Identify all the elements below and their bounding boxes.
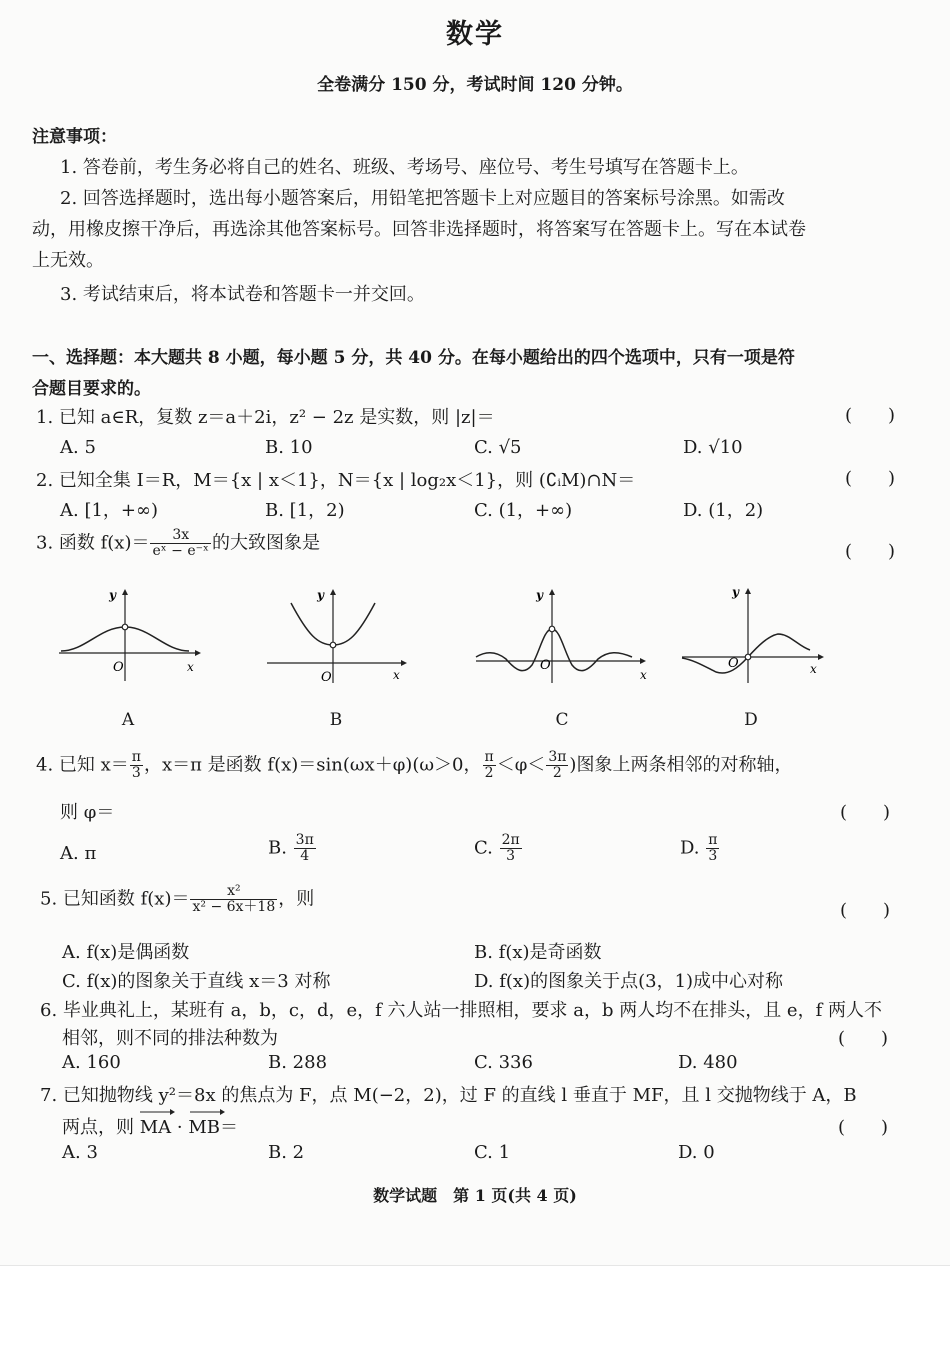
q7-option-c: C. 1 [474,1142,511,1163]
q4-option-d-den: 3 [708,848,718,864]
q5-stem [40,884,314,915]
vector-arrowhead-mb [220,1109,225,1115]
q5-frac-numerator: x² [190,884,277,900]
q5-option-a: A. f(x)是偶函数 [62,942,190,963]
open-point [745,654,751,660]
q2-answer-blank: ( ) [845,468,896,489]
q4-frac-3 [546,750,568,781]
q4-frac-1-den: 3 [131,765,141,781]
q6-stem-line2: 相邻，则不同的排法种数为 [62,1028,278,1049]
q6-stem-line1: 6. 毕业典礼上，某班有 a，b，c，d，e，f 六人站一排照相，要求 a，b 两人均不在排头，且 e，f 两人不 [40,1000,882,1021]
q4-option-a: A. π [60,843,97,864]
q3-stem-prefix: 3. 函数 f(x)＝ [36,532,150,554]
q3-graph-d [678,580,828,685]
q7-option-a: A. 3 [62,1142,98,1163]
q2-option-d: D. (1，2) [683,500,764,521]
q4-option-b-den: 4 [300,848,310,864]
notice-item-1: 1. 答卷前，考生务必将自己的姓名、班级、考场号、座位号、考生号填写在答题卡上。 [60,157,749,178]
exam-subtitle: 全卷满分 150 分，考试时间 120 分钟。 [317,75,633,95]
q4-option-d-frac [706,833,719,864]
q4-option-b-prefix: B. [268,837,293,859]
q6-option-b: B. 288 [268,1052,328,1073]
q4-text-2: ，x＝π 是函数 f(x)＝sin(ωx＋φ) [143,754,413,776]
x-axis-arrow [818,654,824,660]
q5-answer-blank: ( ) [840,900,891,921]
q3-graph-c [472,585,657,685]
q3-answer-blank: ( ) [845,541,896,562]
q4-text-3: (ω＞0， [412,754,482,776]
q4-option-d-prefix: D. [680,837,706,859]
origin-label: O [728,656,739,671]
q4-stem-line2: 则 φ＝ [60,802,115,823]
q3-graph-a [55,585,205,685]
origin-label: O [540,658,551,673]
origin-label: O [321,670,332,685]
q5-frac-denominator: x² − 6x＋18 [192,899,276,915]
q4-answer-blank: ( ) [840,802,891,823]
y-axis-label: y [536,588,543,602]
open-point [549,626,555,632]
q4-option-b-num: 3π [295,832,314,848]
open-point [330,642,336,648]
y-axis-arrow [745,588,751,594]
y-axis-label: y [317,588,324,602]
q4-frac-2-num: π [484,749,494,765]
page-margin-area [0,1265,950,1346]
q4-stem [36,750,792,781]
q3-graph-label-d: D [744,710,758,730]
q4-text-1: 4. 已知 x＝ [36,754,129,776]
x-axis-label: x [393,668,400,682]
q3-stem-suffix: 的大致图象是 [211,532,320,554]
q4-option-b-frac [294,833,316,864]
y-axis-arrow [122,589,128,595]
curve [682,634,810,673]
q7-stem-line2: 两点，则 MA · MB＝ [62,1117,238,1138]
q3-fraction [150,528,210,559]
x-axis-label: x [810,662,817,676]
q7-option-d: D. 0 [678,1142,715,1163]
q4-frac-3-den: 2 [552,765,562,781]
q1-answer-blank: ( ) [845,405,896,426]
notice-item-3: 3. 考试结束后，将本试卷和答题卡一并交回。 [60,284,425,305]
q2-stem: 2. 已知全集 I＝R，M＝{x | x＜1}，N＝{x | log₂x＜1}，则 (∁ᵢM)∩N＝ [36,470,636,491]
q4-option-c [474,833,523,864]
q4-frac-2 [483,750,496,781]
q1-option-a: A. 5 [60,437,96,458]
q4-option-c-frac [500,833,522,864]
q4-option-c-prefix: C. [474,837,499,859]
q6-answer-blank: ( ) [838,1028,889,1049]
q2-option-c: C. (1，+∞) [474,500,573,521]
x-axis-arrow [401,660,407,666]
q3-stem [36,528,320,559]
q6-option-c: C. 336 [474,1052,533,1073]
q4-frac-2-den: 2 [484,765,494,781]
origin-label: O [113,660,124,675]
q4-option-c-den: 3 [506,848,516,864]
q4-option-d-num: π [708,832,718,848]
notice-item-2-cont: 动，用橡皮擦干净后，再选涂其他答案标号。回答非选择题时，将答案写在答题卡上。写在本试卷 [32,219,806,240]
page-footer: 数学试题 第 1 页(共 4 页) [373,1186,577,1205]
x-axis-label: x [187,660,194,674]
section-heading-line2: 合题目要求的。 [32,379,151,399]
q4-text-4: ＜φ＜ [496,754,546,776]
q4-frac-3-num: 3π [548,749,567,765]
q7-option-b: B. 2 [268,1142,305,1163]
q3-frac-numerator: 3x [150,528,210,544]
notice-item-2: 2. 回答选择题时，选出每小题答案后，用铅笔把答题卡上对应题目的答案标号涂黑。如需改 [60,188,785,209]
q6-option-d: D. 480 [678,1052,738,1073]
q5-option-c: C. f(x)的图象关于直线 x＝3 对称 [62,971,331,992]
q3-graph-label-b: B [329,710,343,730]
notice-heading: 注意事项： [32,127,117,147]
vector-arrowhead-ma [170,1109,175,1115]
q1-option-c: C. √5 [474,437,522,458]
y-axis-label: y [109,588,116,602]
q4-frac-1-num: π [131,749,141,765]
q7-vector-arrows [136,1107,236,1117]
q3-graph-label-a: A [121,710,135,730]
q5-fraction [190,884,277,915]
q7-stem-line1: 7. 已知抛物线 y²＝8x 的焦点为 F，点 M(−2，2)，过 F 的直线 l 垂直于 MF，且 l 交抛物线于 A，B [40,1085,857,1106]
q1-option-b: B. 10 [265,437,313,458]
q7-answer-blank: ( ) [838,1117,889,1138]
curve [476,629,632,671]
y-axis-label: y [732,585,739,599]
q2-option-a: A. [1，+∞) [60,500,159,521]
q4-frac-1 [130,750,143,781]
q5-option-d: D. f(x)的图象关于点(3，1)成中心对称 [474,971,784,992]
x-axis-arrow [640,658,646,664]
x-axis-arrow [195,650,201,656]
q6-option-a: A. 160 [62,1052,121,1073]
q4-text-5: )图象上两条相邻的对称轴， [569,754,793,776]
q5-option-b: B. f(x)是奇函数 [474,942,602,963]
q1-option-d: D. √10 [683,437,743,458]
y-axis-arrow [549,589,555,595]
q5-stem-prefix: 5. 已知函数 f(x)＝ [40,888,190,910]
x-axis-label: x [640,668,647,682]
q3-graph-b [263,585,413,685]
q5-stem-suffix: ，则 [278,888,315,910]
y-axis-arrow [330,589,336,595]
section-heading-line1: 一、选择题：本大题共 8 小题，每小题 5 分，共 40 分。在每小题给出的四个选项中，只有一项是符 [32,348,795,368]
q2-option-b: B. [1，2) [265,500,345,521]
open-point [122,624,128,630]
q4-option-b [268,833,317,864]
q1-stem: 1. 已知 a∈R，复数 z＝a＋2i，z² − 2z 是实数，则 |z|＝ [36,407,495,428]
q3-frac-denominator: eˣ − e⁻ˣ [152,543,209,559]
notice-item-2-end: 上无效。 [32,250,104,271]
q4-option-d [680,833,720,864]
page-title: 数学 [446,19,504,50]
q3-graph-label-c: C [555,710,569,730]
q4-option-c-num: 2π [501,832,520,848]
